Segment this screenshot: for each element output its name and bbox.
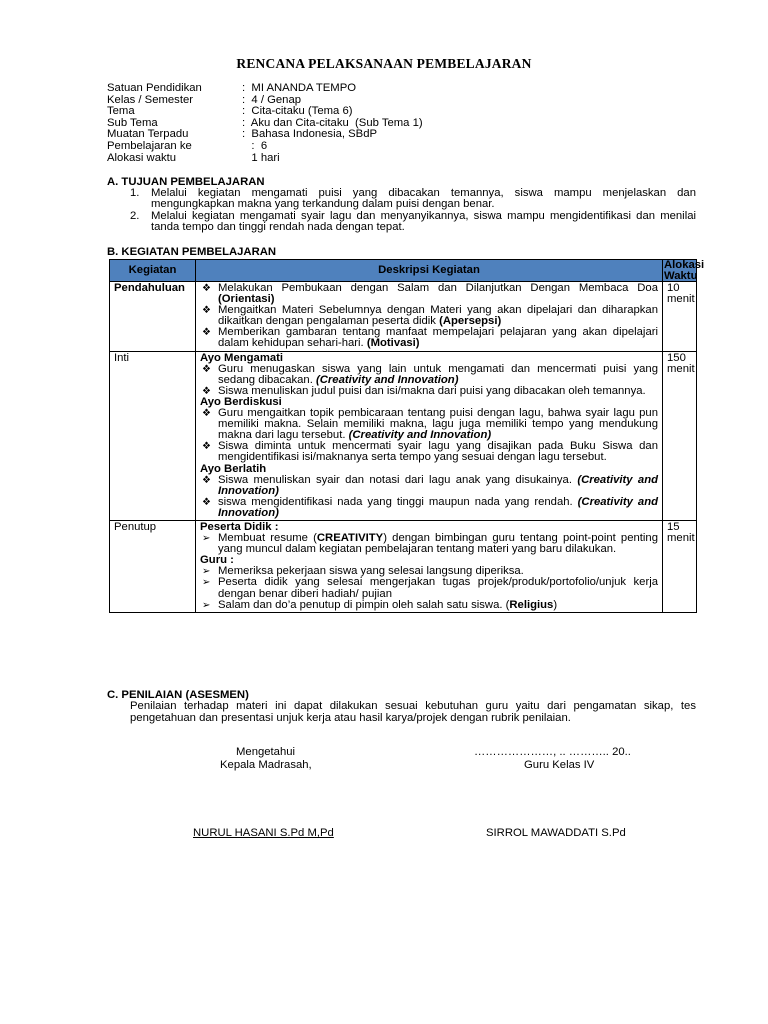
item-text: siswa mengidentifikasi nada yang tinggi maupun nada yang rendah. [218, 495, 578, 508]
sig-right-line1: …………………, .. ……….. 20.. [474, 746, 631, 758]
assessment-text: Penilaian terhadap materi ini dapat dilakukan sesuai kebutuhan guru yaitu dari pengamatan sikap, tes pengetahuan dan presentasi unjuk kerja atau hasil karya/projek dengan rubrik penilaian. [130, 700, 696, 724]
list-item [200, 600, 658, 611]
list-item [200, 408, 658, 441]
item-text: Siswa menuliskan syair dan notasi dari lagu anak yang disukainya. [218, 473, 578, 486]
item-text: ) [553, 598, 558, 611]
item-text: Siswa menuliskan judul puisi dan isi/makna dari puisi yang dibacakan oleh temannya. [218, 384, 646, 397]
diamond-bullet-icon: ❖ [202, 363, 211, 375]
header-kegiatan: Kegiatan [110, 260, 196, 282]
meta-value: : MI ANANDA TEMPO [242, 82, 357, 94]
arrow-bullet-icon: ➢ [202, 533, 211, 545]
objective-text: Melalui kegiatan mengamati puisi yang dibacakan temannya, siswa mampu menjelaskan dan mengungkapkan makna yang terkandung dalam puisi dengan benar. [151, 187, 696, 211]
list-item [200, 327, 658, 349]
meta-key: Sub Tema [107, 116, 158, 129]
diamond-bullet-icon: ❖ [202, 283, 211, 294]
diamond-bullet-icon: ❖ [202, 441, 211, 453]
list-item [200, 577, 658, 599]
phase-label: Inti [110, 351, 196, 520]
objectives-list [130, 188, 696, 234]
meta-key: Muatan Terpadu [107, 128, 189, 141]
item-emphasis: (Apersepsi) [439, 315, 502, 328]
list-item [200, 441, 658, 463]
meta-value: 1 hari [242, 151, 280, 164]
item-emphasis: (Orientasi) [218, 293, 275, 306]
diamond-bullet-icon: ❖ [202, 496, 211, 508]
penutup-description [196, 520, 663, 612]
meta-key: Pembelajaran ke [107, 139, 192, 152]
phase-time: 10 menit [663, 282, 697, 352]
list-item [200, 497, 658, 519]
meta-value: : Cita-citaku (Tema 6) [242, 105, 353, 118]
header-alokasi: Alokasi Waktu [664, 259, 705, 282]
sig-right-line2: Guru Kelas IV [524, 759, 595, 771]
subheading-berlatih: Ayo Berlatih [200, 462, 267, 475]
list-item [200, 283, 658, 305]
subheading-mengamati: Ayo Mengamati [200, 351, 284, 364]
phase-time: 15 menit [663, 520, 697, 612]
meta-key: Tema [107, 105, 135, 118]
item-text: Memberikan gambaran tentang manfaat mempelajari pelajaran yang akan dipelajari dalam kehidupan sehari-hari. [218, 326, 658, 350]
diamond-bullet-icon: ❖ [202, 327, 211, 339]
arrow-bullet-icon: ➢ [202, 599, 211, 611]
item-text: Peserta didik yang selesai mengerjakan tugas projek/produk/portofolio/unjuk kerja dengan benar diberi hadiah/ pujian [218, 576, 658, 600]
list-item [200, 475, 658, 497]
item-emphasis: (Creativity and Innovation) [218, 473, 658, 497]
table-header-row [110, 260, 697, 282]
meta-row [107, 153, 423, 165]
document-title: RENCANA PELAKSANAAN PEMBELAJARAN [236, 56, 532, 71]
principal-name: NURUL HASANI S.Pd M,Pd [193, 827, 334, 839]
objective-item [130, 188, 696, 211]
phase-label: Penutup [110, 520, 196, 612]
phase-label: Pendahuluan [110, 282, 196, 352]
phase-time: 150 menit [663, 351, 697, 520]
item-emphasis: (Creativity and Innovation) [348, 429, 492, 442]
sig-left-line2: Kepala Madrasah, [220, 759, 312, 771]
header-deskripsi: Deskripsi Kegiatan [196, 260, 663, 282]
arrow-bullet-icon: ➢ [202, 566, 211, 578]
inti-description [196, 351, 663, 520]
item-text: Guru mengaitkan topik pembicaraan tentang puisi dengan lagu, bahwa syair lagu pun memiliki makna. Selain memiliki makna, lagu juga memiliki tempo yang mendukung makna dari lagu tersebut. [218, 407, 658, 442]
list-item [200, 364, 658, 386]
section-a-heading: A. TUJUAN PEMBELAJARAN [107, 176, 265, 188]
identity-block [107, 83, 423, 164]
item-text: Salam dan do’a penutup di pimpin oleh salah satu siswa. ( [218, 598, 510, 611]
meta-key: Satuan Pendidikan [107, 82, 202, 94]
table-row-penutup [110, 520, 697, 612]
sig-left-line1: Mengetahui [236, 746, 296, 758]
meta-value: : 4 / Genap [242, 93, 302, 106]
item-emphasis: Religius [509, 598, 554, 611]
activities-table [109, 259, 705, 613]
diamond-bullet-icon: ❖ [202, 474, 211, 486]
pendahuluan-description [196, 282, 663, 352]
objective-number: 1. [130, 187, 140, 199]
arrow-bullet-icon: ➢ [202, 577, 211, 589]
meta-row [107, 83, 423, 95]
subheading-guru: Guru : [200, 554, 234, 567]
subheading-peserta: Peserta Didik : [200, 520, 279, 533]
item-text: Guru menugaskan siswa yang lain untuk mengamati dan mencermati puisi yang sedang dibacakan. [218, 362, 658, 386]
item-emphasis: CREATIVITY [316, 532, 384, 545]
subheading-berdiskusi: Ayo Berdiskusi [200, 395, 282, 408]
section-b-heading: B. KEGIATAN PEMBELAJARAN [107, 246, 277, 258]
table-row-inti [110, 351, 697, 520]
objective-item [130, 211, 696, 234]
item-emphasis: (Creativity and Innovation) [218, 495, 658, 519]
meta-key: Alokasi waktu [107, 151, 177, 164]
objective-number: 2. [130, 209, 140, 222]
list-item [200, 533, 658, 555]
item-text: Mengaitkan Materi Sebelumnya dengan Materi yang akan dipelajari dan diharapkan dikaitkan dengan pengalaman peserta didik [218, 304, 658, 328]
list-item [200, 305, 658, 327]
objective-text: Melalui kegiatan mengamati syair lagu dan menyanyikannya, siswa mampu mengidentifikasi dan menilai tanda tempo dan tinggi rendah nada dengan tepat. [151, 209, 696, 234]
item-text: Melakukan Pembukaan dengan Salam dan Dilanjutkan Dengan Membaca Doa [218, 282, 658, 294]
item-text: ) dengan bimbingan guru tentang point-point penting yang muncul dalam kegiatan pembelajaran tentang materi yang baru dilakukan. [218, 532, 658, 556]
table-row-pendahuluan [110, 282, 697, 352]
meta-value: : Aku dan Cita-citaku (Sub Tema 1) [242, 116, 423, 129]
item-emphasis: (Motivasi) [366, 337, 420, 350]
meta-value: : Bahasa Indonesia, SBdP [242, 128, 378, 141]
meta-key: Kelas / Semester [107, 93, 194, 106]
item-text: Siswa diminta untuk mencermati syair lagu yang disajikan pada Buku Siswa dan mengidentifikasi isi/maknanya serta tempo yang sesuai dengan lagu tersebut. [218, 440, 658, 464]
diamond-bullet-icon: ❖ [202, 385, 211, 397]
section-c-heading: C. PENILAIAN (ASESMEN) [107, 689, 249, 701]
item-text: Membuat resume ( [218, 532, 317, 545]
meta-value: : 6 [242, 139, 268, 152]
item-text: Memeriksa pekerjaan siswa yang selesai langsung diperiksa. [218, 565, 524, 578]
meta-row [107, 141, 423, 153]
diamond-bullet-icon: ❖ [202, 408, 211, 420]
teacher-name: SIRROL MAWADDATI S.Pd [486, 827, 626, 839]
item-emphasis: (Creativity and Innovation) [315, 373, 459, 386]
diamond-bullet-icon: ❖ [202, 305, 211, 317]
